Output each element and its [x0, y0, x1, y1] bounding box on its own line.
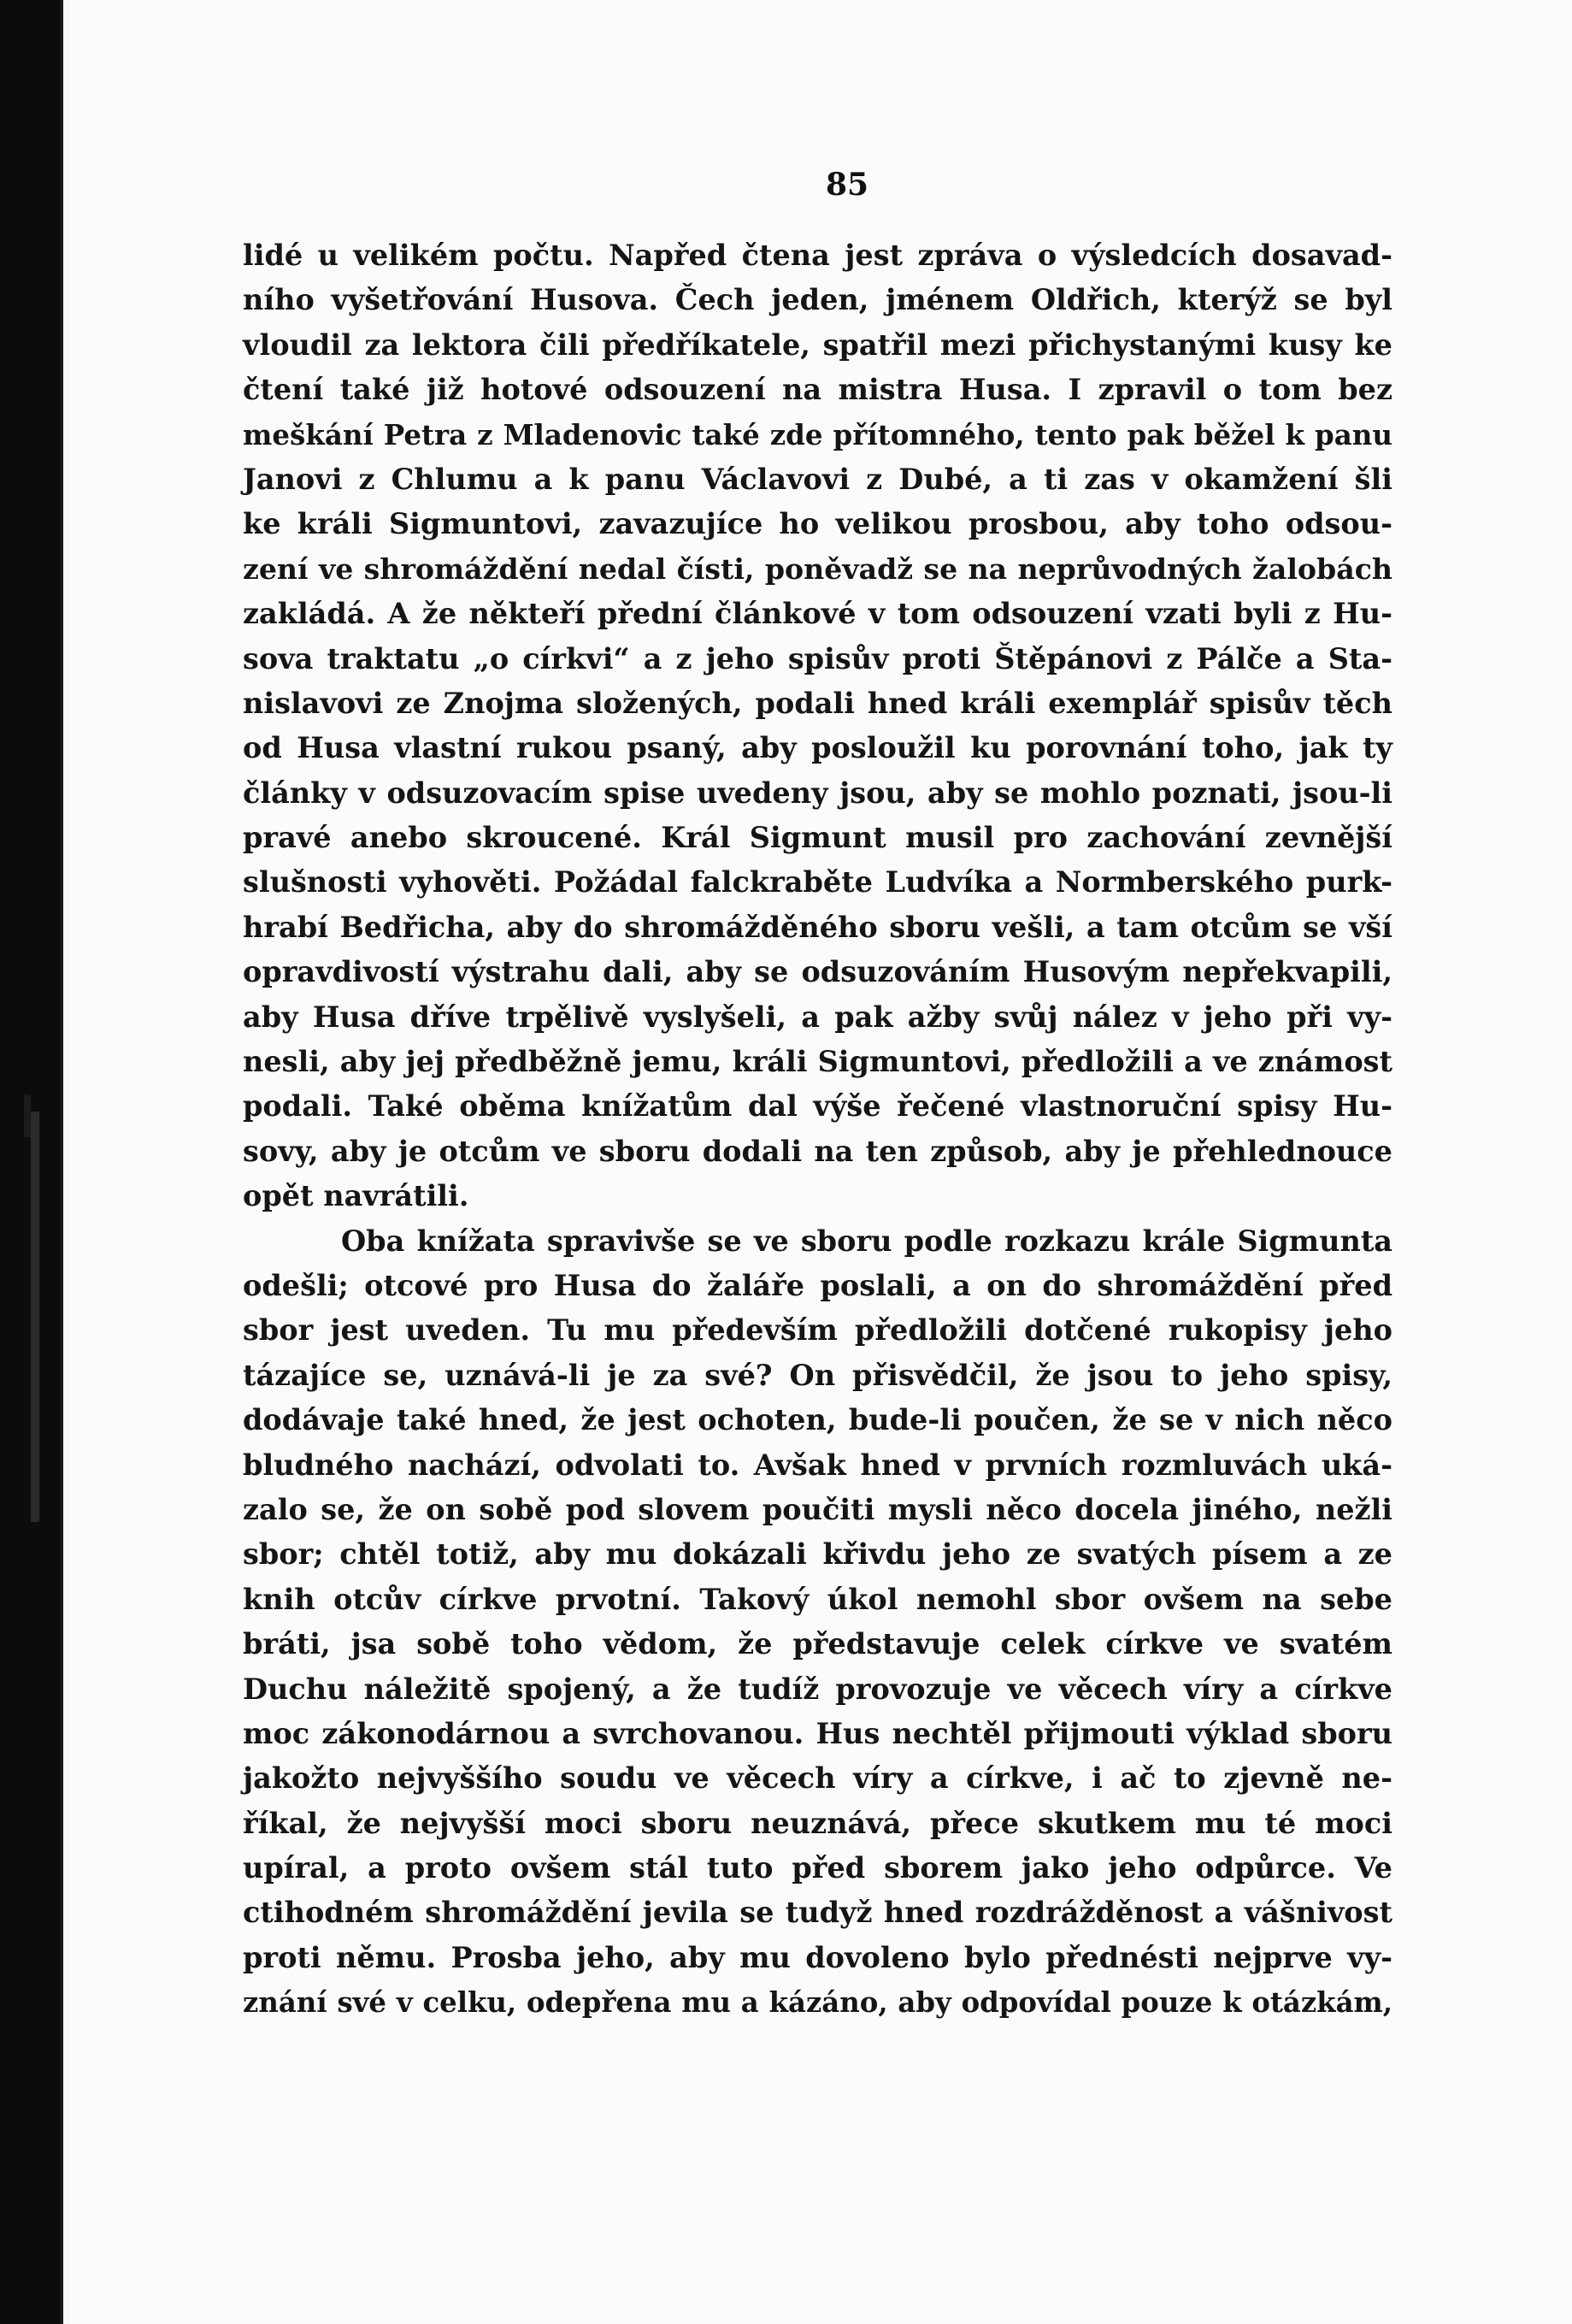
text-line: upíral, a proto ovšem stál tuto před sborem jako jeho odpůrce. Ve	[243, 1851, 1392, 1885]
text-line: znání své v celku, odepřena mu a kázáno, aby odpovídal pouze k otázkám,	[243, 1986, 1392, 2020]
paragraph-end-line: opět navrátili.	[243, 1179, 469, 1213]
text-line: nislavovi ze Znojma složených, podali hned králi exemplář spisův těch	[243, 686, 1392, 720]
text-line: sova traktatu „o církvi“ a z jeho spisův proti Štěpánovi z Pálče a Sta-	[243, 641, 1392, 675]
body-text	[243, 233, 1392, 2026]
text-line: hrabí Bedřicha, aby do shromážděného sboru vešli, a tam otcům se vší	[243, 910, 1392, 944]
text-line: zalo se, že on sobě pod slovem poučiti mysli něco docela jiného, nežli	[243, 1492, 1392, 1526]
text-line: vloudil za lektora čili předříkatele, spatřil mezi přichystanými kusy ke	[243, 327, 1392, 362]
text-line: od Husa vlastní rukou psaný, aby posloužil ku porovnání toho, jak ty	[243, 731, 1392, 765]
text-line: bludného nachází, odvolati to. Avšak hned v prvních rozmluvách uká-	[243, 1448, 1392, 1482]
text-line: lidé u velikém počtu. Napřed čtena jest zpráva o výsledcích dosavad-	[243, 239, 1392, 272]
text-line: proti němu. Prosba jeho, aby mu dovoleno bylo přednésti nejprve vy-	[243, 1940, 1392, 1974]
text-line: pravé anebo skroucené. Král Sigmunt musil pro zachování zevnější	[243, 821, 1392, 855]
text-line: Duchu náležitě spojený, a že tudíž provozuje ve věcech víry a církve	[243, 1672, 1392, 1706]
text-line: nesli, aby jej předběžně jemu, králi Sigmuntovi, předložili a ve známost	[243, 1045, 1392, 1079]
text-line: dodávaje také hned, že jest ochoten, bude-li poučen, že se v nich něco	[243, 1403, 1392, 1437]
text-line: aby Husa dříve trpělivě vyslyšeli, a pak ažby svůj nález v jeho při vy-	[243, 1000, 1392, 1034]
text-line: jakožto nejvyššího soudu ve věcech víry a církve, i ač to zjevně ne-	[243, 1761, 1392, 1796]
text-line: čtení také již hotové odsouzení na mistra Husa. I zpravil o tom bez	[243, 373, 1392, 407]
text-line: články v odsuzovacím spise uvedeny jsou, aby se mohlo poznati, jsou-li	[243, 776, 1392, 810]
spine-shadow	[24, 1094, 31, 1137]
text-line: knih otcův církve prvotní. Takový úkol nemohl sbor ovšem na sebe	[243, 1582, 1392, 1616]
text-line: opravdivostí výstrahu dali, aby se odsuzováním Husovým nepřekvapili,	[243, 955, 1392, 989]
scanned-page	[60, 0, 1572, 2324]
paragraph-start-line: Oba knížata spravivše se ve sboru podle rozkazu krále Sigmunta	[341, 1224, 1392, 1258]
text-line: zakládá. A že někteří přední článkové v tom odsouzení vzati byli z Hu-	[243, 597, 1392, 631]
text-line: ke králi Sigmuntovi, zavazujíce ho velikou prosbou, aby toho odsou-	[243, 507, 1392, 541]
text-line: ctihodném shromáždění jevila se tudyž hned rozdrážděnost a vášnivost	[243, 1896, 1392, 1930]
page-number: 85	[826, 167, 869, 203]
text-line: ního vyšetřování Husova. Čech jeden, jménem Oldřich, kterýž se byl	[243, 283, 1392, 317]
text-line: sbor; chtěl totiž, aby mu dokázali křivdu jeho ze svatých písem a ze	[243, 1537, 1392, 1572]
text-line: meškání Petra z Mladenovic také zde přítomného, tento pak běžel k panu	[243, 417, 1392, 451]
text-line: zení ve shromáždění nedal čísti, poněvadž se na neprůvodných žalobách	[243, 552, 1392, 586]
text-line: říkal, že nejvyšší moci sboru neuznává, přece skutkem mu té moci	[243, 1806, 1392, 1840]
spine-shadow	[31, 1112, 39, 1522]
text-line: sovy, aby je otcům ve sboru dodali na ten způsob, aby je přehlednouce	[243, 1134, 1392, 1168]
text-line: slušnosti vyhověti. Požádal falckraběte Ludvíka a Normberského purk-	[243, 865, 1392, 900]
text-line: odešli; otcové pro Husa do žaláře poslali, a on do shromáždění před	[243, 1268, 1392, 1302]
text-line: tázajíce se, uznává-li je za své? On přisvědčil, že jsou to jeho spisy,	[243, 1358, 1392, 1392]
text-line: bráti, jsa sobě toho vědom, že představuje celek církve ve svatém	[243, 1627, 1392, 1661]
text-line: sbor jest uveden. Tu mu především předložili dotčené rukopisy jeho	[243, 1313, 1392, 1348]
text-line: podali. Také oběma knížatům dal výše řečené vlastnoruční spisy Hu-	[243, 1089, 1392, 1124]
text-line: Janovi z Chlumu a k panu Václavovi z Dubé, a ti zas v okamžení šli	[243, 462, 1392, 496]
text-line: moc zákonodárnou a svrchovanou. Hus nechtěl přijmouti výklad sboru	[243, 1716, 1392, 1750]
